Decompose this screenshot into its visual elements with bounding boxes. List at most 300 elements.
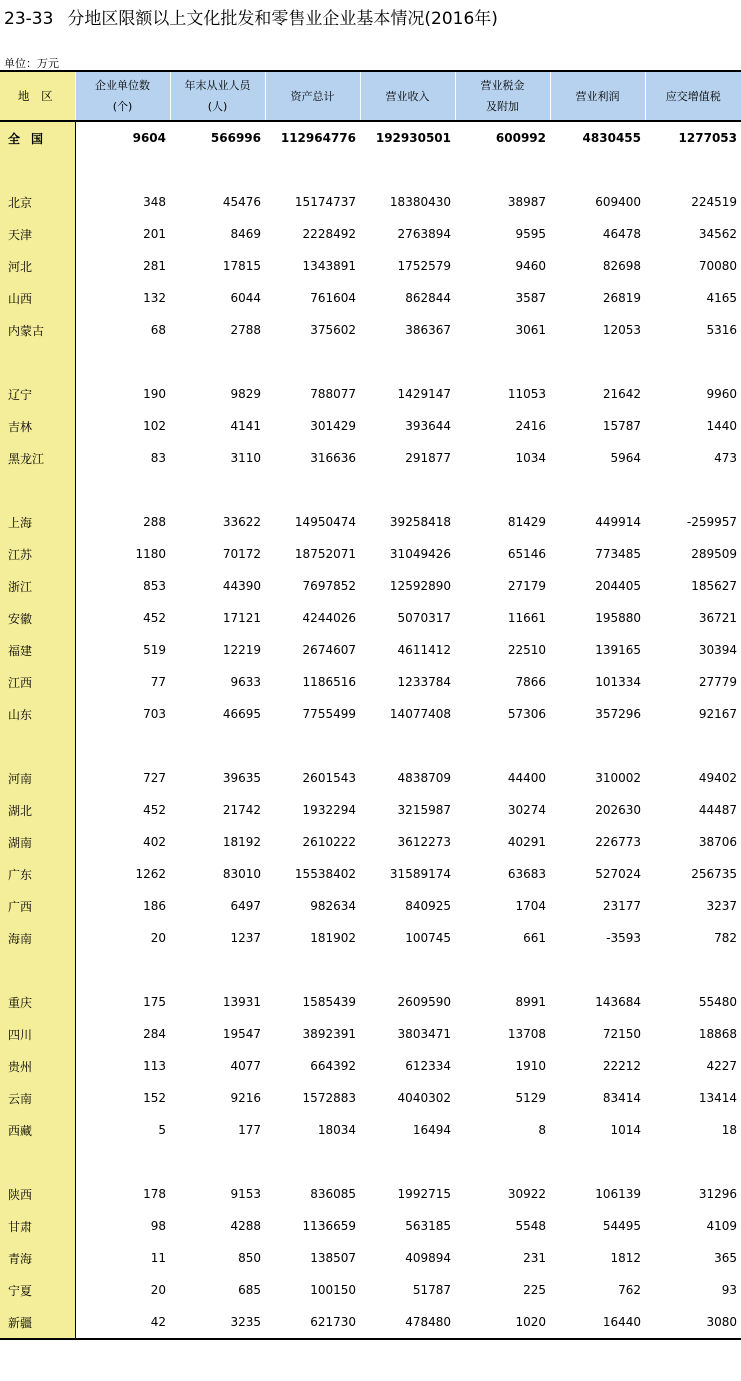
total-row: [0, 121, 741, 154]
spacer-cell: [550, 730, 645, 762]
region-name: 云南: [0, 1082, 75, 1114]
spacer-cell: [170, 954, 265, 986]
spacer-cell: [170, 346, 265, 378]
cell-business-tax: 661: [523, 931, 546, 945]
region-name: 吉林: [0, 410, 75, 442]
cell-vat-payable: 473: [714, 451, 737, 465]
header-tax-line2: 及附加: [486, 100, 519, 113]
cell-business-tax: 231: [523, 1251, 546, 1265]
cell-enterprise-units: 1180: [135, 547, 166, 561]
cell-employees: 177: [238, 1123, 261, 1137]
table-row: [0, 1082, 741, 1114]
cell-employees: 45476: [222, 195, 261, 209]
cell-operating-profit: 22212: [602, 1059, 641, 1073]
cell-operating-profit: 357296: [595, 707, 641, 721]
cell-revenue: 3215987: [397, 803, 451, 817]
cell-vat-payable: 49402: [698, 771, 737, 785]
cell-operating-profit: 106139: [595, 1187, 641, 1201]
cell-revenue: 100745: [405, 931, 451, 945]
cell-revenue: 31049426: [389, 547, 451, 561]
spacer-cell: [360, 730, 455, 762]
region-name: 西藏: [0, 1114, 75, 1146]
cell-total-assets: 1585439: [302, 995, 356, 1009]
cell-operating-profit: 83414: [602, 1091, 641, 1105]
header-region: 地 区: [0, 71, 75, 121]
region-name: 江苏: [0, 538, 75, 570]
spacer-cell: [645, 346, 741, 378]
cell-business-tax: 3061: [515, 323, 546, 337]
cell-vat-payable: 36721: [698, 611, 737, 625]
cell-operating-profit: 21642: [602, 387, 641, 401]
cell-revenue: 18380430: [389, 195, 451, 209]
cell-operating-profit: 449914: [595, 515, 641, 529]
cell-employees: 3235: [170, 1306, 265, 1339]
spacer-cell: [360, 346, 455, 378]
cell-vat-payable: 1277053: [678, 131, 737, 145]
spacer-cell: [265, 1146, 360, 1178]
cell-total-assets: 3892391: [302, 1027, 356, 1041]
region-name: 山西: [0, 282, 75, 314]
header-total-assets: 资产总计: [265, 71, 360, 121]
cell-total-assets: 2610222: [302, 835, 356, 849]
cell-vat-payable: 4109: [706, 1219, 737, 1233]
cell-business-tax: 11661: [507, 611, 546, 625]
spacer-row: [0, 154, 741, 186]
cell-employees: 39635: [222, 771, 261, 785]
cell-total-assets: 18034: [317, 1123, 356, 1137]
cell-operating-profit: 54495: [602, 1219, 641, 1233]
cell-revenue: 39258418: [389, 515, 451, 529]
cell-enterprise-units: 452: [143, 611, 166, 625]
region-name: 山东: [0, 698, 75, 730]
spacer-cell: [75, 954, 170, 986]
cell-enterprise-units: 77: [150, 675, 166, 689]
cell-business-tax: 30922: [507, 1187, 546, 1201]
cell-employees: 70172: [222, 547, 261, 561]
cell-total-assets: 761604: [310, 291, 356, 305]
spacer-cell: [75, 474, 170, 506]
cell-enterprise-units: 68: [150, 323, 166, 337]
header-row: [0, 71, 741, 121]
table-row: [0, 282, 741, 314]
cell-enterprise-units: 402: [143, 835, 166, 849]
table-row: [0, 1018, 741, 1050]
table-row: [0, 986, 741, 1018]
cell-revenue: 1992715: [397, 1187, 451, 1201]
cell-vat-payable: 92167: [698, 707, 737, 721]
region-name: 安徽: [0, 602, 75, 634]
spacer-cell: [645, 1146, 741, 1178]
cell-operating-profit: 101334: [595, 675, 641, 689]
cell-business-tax: 57306: [507, 707, 546, 721]
cell-employees: 9633: [230, 675, 261, 689]
cell-vat-payable: 44487: [698, 803, 737, 817]
spacer-cell: [265, 346, 360, 378]
cell-enterprise-units: 281: [143, 259, 166, 273]
cell-business-tax: 65146: [507, 547, 546, 561]
header-revenue: 营业收入: [360, 71, 455, 121]
cell-business-tax: 38987: [507, 195, 546, 209]
cell-total-assets: 1572883: [302, 1091, 356, 1105]
cell-enterprise-units: 452: [143, 803, 166, 817]
cell-revenue: 840925: [405, 899, 451, 913]
cell-enterprise-units: 284: [143, 1027, 166, 1041]
cell-enterprise-units: 9604: [132, 131, 166, 145]
cell-operating-profit: 527024: [595, 867, 641, 881]
cell-operating-profit: 12053: [602, 323, 641, 337]
spacer-cell: [170, 730, 265, 762]
spacer-cell: [645, 154, 741, 186]
table-row: [0, 1274, 741, 1306]
cell-operating-profit: 1812: [610, 1251, 641, 1265]
cell-revenue: 4040302: [397, 1091, 451, 1105]
region-name: 四川: [0, 1018, 75, 1050]
cell-enterprise-units: 42: [75, 1306, 170, 1339]
cell-total-assets: 4244026: [302, 611, 356, 625]
spacer-cell: [645, 474, 741, 506]
cell-total-assets: 138507: [310, 1251, 356, 1265]
cell-total-assets: 1186516: [302, 675, 356, 689]
cell-vat-payable: 4227: [706, 1059, 737, 1073]
cell-revenue: 4838709: [397, 771, 451, 785]
cell-business-tax: 40291: [507, 835, 546, 849]
cell-vat-payable: 289509: [691, 547, 737, 561]
cell-vat-payable: 18868: [698, 1027, 737, 1041]
spacer-row: [0, 730, 741, 762]
cell-total-assets: 18752071: [294, 547, 356, 561]
spacer-cell: [0, 154, 75, 186]
table-row: [0, 538, 741, 570]
cell-employees: 19547: [222, 1027, 261, 1041]
spacer-cell: [550, 954, 645, 986]
spacer-cell: [265, 730, 360, 762]
header-vat-payable: 应交增值税: [645, 71, 741, 121]
spacer-cell: [360, 474, 455, 506]
spacer-cell: [455, 730, 550, 762]
cell-vat-payable: 38706: [698, 835, 737, 849]
region-name: 河南: [0, 762, 75, 794]
spacer-cell: [170, 474, 265, 506]
cell-business-tax: 44400: [507, 771, 546, 785]
table-row: [0, 442, 741, 474]
cell-revenue: 563185: [405, 1219, 451, 1233]
cell-operating-profit: 773485: [595, 547, 641, 561]
cell-vat-payable: 9960: [706, 387, 737, 401]
cell-total-assets: 1136659: [302, 1219, 356, 1233]
table-row: [0, 858, 741, 890]
cell-employees: 44390: [222, 579, 261, 593]
cell-employees: 566996: [210, 131, 261, 145]
region-name: 河北: [0, 250, 75, 282]
cell-operating-profit: 82698: [602, 259, 641, 273]
header-operating-profit: 营业利润: [550, 71, 645, 121]
region-name: 青海: [0, 1242, 75, 1274]
region-name: 贵州: [0, 1050, 75, 1082]
cell-operating-profit: 72150: [602, 1027, 641, 1041]
table-row: [0, 506, 741, 538]
cell-revenue: 393644: [405, 419, 451, 433]
cell-vat-payable: 27779: [698, 675, 737, 689]
spacer-cell: [645, 730, 741, 762]
cell-employees: 4141: [230, 419, 261, 433]
cell-employees: 2788: [230, 323, 261, 337]
cell-operating-profit: 195880: [595, 611, 641, 625]
spacer-cell: [265, 474, 360, 506]
cell-business-tax: 30274: [507, 803, 546, 817]
cell-enterprise-units: 5: [158, 1123, 166, 1137]
cell-revenue: 1233784: [397, 675, 451, 689]
cell-operating-profit: 46478: [602, 227, 641, 241]
cell-revenue: 3803471: [397, 1027, 451, 1041]
cell-employees: 18192: [222, 835, 261, 849]
cell-employees: 46695: [222, 707, 261, 721]
spacer-cell: [360, 954, 455, 986]
spacer-cell: [455, 954, 550, 986]
spacer-row: [0, 346, 741, 378]
cell-business-tax: 9595: [515, 227, 546, 241]
cell-enterprise-units: 152: [143, 1091, 166, 1105]
cell-employees: 1237: [230, 931, 261, 945]
cell-employees: 3110: [230, 451, 261, 465]
cell-total-assets: 2601543: [302, 771, 356, 785]
cell-operating-profit: 4830455: [582, 131, 641, 145]
cell-business-tax: 1034: [515, 451, 546, 465]
cell-total-assets: 375602: [310, 323, 356, 337]
region-name: 江西: [0, 666, 75, 698]
cell-employees: 9153: [230, 1187, 261, 1201]
header-employees-line1: 年末从业人员: [184, 79, 251, 92]
spacer-row: [0, 1146, 741, 1178]
cell-business-tax: 1704: [515, 899, 546, 913]
cell-business-tax: 5129: [515, 1091, 546, 1105]
cell-vat-payable: 1440: [706, 419, 737, 433]
table-row: [0, 762, 741, 794]
table-row: [0, 1050, 741, 1082]
table-row: [0, 794, 741, 826]
cell-business-tax: 225: [523, 1283, 546, 1297]
region-name: 甘肃: [0, 1210, 75, 1242]
table-row: [0, 378, 741, 410]
table-row: [0, 218, 741, 250]
cell-enterprise-units: 190: [143, 387, 166, 401]
cell-revenue: 386367: [405, 323, 451, 337]
spacer-cell: [455, 474, 550, 506]
spacer-cell: [0, 474, 75, 506]
cell-total-assets: 181902: [310, 931, 356, 945]
cell-business-tax: 22510: [507, 643, 546, 657]
spacer-cell: [265, 954, 360, 986]
spacer-cell: [0, 1146, 75, 1178]
cell-total-assets: 2674607: [302, 643, 356, 657]
table-row: [0, 1210, 741, 1242]
spacer-cell: [75, 346, 170, 378]
cell-business-tax: 27179: [507, 579, 546, 593]
cell-revenue: 12592890: [389, 579, 451, 593]
cell-total-assets: 14950474: [294, 515, 356, 529]
cell-enterprise-units: 348: [143, 195, 166, 209]
cell-revenue: 5070317: [397, 611, 451, 625]
region-name: 湖南: [0, 826, 75, 858]
cell-operating-profit: 139165: [595, 643, 641, 657]
spacer-cell: [550, 1146, 645, 1178]
spacer-cell: [645, 954, 741, 986]
cell-vat-payable: 34562: [698, 227, 737, 241]
table-row: [0, 666, 741, 698]
region-name: 新疆: [0, 1306, 75, 1339]
cell-enterprise-units: 853: [143, 579, 166, 593]
cell-vat-payable: 13414: [698, 1091, 737, 1105]
table-row: [0, 186, 741, 218]
cell-enterprise-units: 1262: [135, 867, 166, 881]
cell-operating-profit: 143684: [595, 995, 641, 1009]
spacer-cell: [0, 730, 75, 762]
header-employees-line2: (人): [207, 100, 228, 113]
cell-enterprise-units: 113: [143, 1059, 166, 1073]
cell-revenue: 192930501: [375, 131, 451, 145]
spacer-cell: [265, 154, 360, 186]
cell-vat-payable: 70080: [698, 259, 737, 273]
spacer-cell: [75, 730, 170, 762]
cell-business-tax: 3587: [515, 291, 546, 305]
header-business-tax: [455, 71, 550, 121]
cell-revenue: 1752579: [397, 259, 451, 273]
cell-vat-payable: 4165: [706, 291, 737, 305]
cell-business-tax: 11053: [507, 387, 546, 401]
region-name: 湖北: [0, 794, 75, 826]
cell-vat-payable: 3080: [645, 1306, 741, 1339]
table-title-text: 分地区限额以上文化批发和零售业企业基本情况(2016年): [67, 9, 498, 29]
region-name: 浙江: [0, 570, 75, 602]
cell-business-tax: 5548: [515, 1219, 546, 1233]
region-name: 重庆: [0, 986, 75, 1018]
unit-label: 单位：万元: [4, 57, 59, 70]
cell-enterprise-units: 519: [143, 643, 166, 657]
cell-total-assets: 621730: [265, 1306, 360, 1339]
cell-revenue: 409894: [405, 1251, 451, 1265]
spacer-cell: [550, 154, 645, 186]
cell-total-assets: 112964776: [280, 131, 356, 145]
cell-operating-profit: 204405: [595, 579, 641, 593]
cell-business-tax: 9460: [515, 259, 546, 273]
cell-business-tax: 2416: [515, 419, 546, 433]
cell-total-assets: 2228492: [302, 227, 356, 241]
spacer-cell: [550, 474, 645, 506]
spacer-cell: [75, 154, 170, 186]
cell-revenue: 51787: [412, 1283, 451, 1297]
spacer-cell: [550, 346, 645, 378]
cell-operating-profit: 5964: [610, 451, 641, 465]
cell-revenue: 291877: [405, 451, 451, 465]
header-units-line1: 企业单位数: [95, 79, 150, 92]
cell-employees: 17815: [222, 259, 261, 273]
table-row: [0, 250, 741, 282]
cell-enterprise-units: 727: [143, 771, 166, 785]
cell-enterprise-units: 83: [150, 451, 166, 465]
cell-enterprise-units: 20: [150, 1283, 166, 1297]
spacer-cell: [360, 1146, 455, 1178]
cell-enterprise-units: 703: [143, 707, 166, 721]
table-row: [0, 1178, 741, 1210]
cell-employees: 33622: [222, 515, 261, 529]
cell-vat-payable: 256735: [691, 867, 737, 881]
cell-operating-profit: -3593: [606, 931, 641, 945]
table-row: [0, 1306, 741, 1339]
cell-revenue: 612334: [405, 1059, 451, 1073]
region-name: 全国: [0, 121, 75, 154]
cell-employees: 4077: [230, 1059, 261, 1073]
cell-employees: 21742: [222, 803, 261, 817]
cell-business-tax: 8991: [515, 995, 546, 1009]
cell-vat-payable: 5316: [706, 323, 737, 337]
cell-total-assets: 1343891: [302, 259, 356, 273]
cell-revenue: 31589174: [389, 867, 451, 881]
table-row: [0, 922, 741, 954]
cell-total-assets: 7755499: [302, 707, 356, 721]
cell-enterprise-units: 288: [143, 515, 166, 529]
cell-employees: 850: [238, 1251, 261, 1265]
cell-total-assets: 316636: [310, 451, 356, 465]
cell-business-tax: 1020: [455, 1306, 550, 1339]
table-row: [0, 698, 741, 730]
cell-employees: 83010: [222, 867, 261, 881]
cell-business-tax: 81429: [507, 515, 546, 529]
cell-employees: 9216: [230, 1091, 261, 1105]
cell-business-tax: 7866: [515, 675, 546, 689]
cell-total-assets: 7697852: [302, 579, 356, 593]
statistics-table: [0, 70, 741, 1340]
cell-operating-profit: 1014: [610, 1123, 641, 1137]
spacer-cell: [455, 154, 550, 186]
cell-operating-profit: 609400: [595, 195, 641, 209]
cell-vat-payable: 224519: [691, 195, 737, 209]
table-row: [0, 826, 741, 858]
cell-enterprise-units: 201: [143, 227, 166, 241]
cell-vat-payable: 185627: [691, 579, 737, 593]
cell-business-tax: 13708: [507, 1027, 546, 1041]
header-units-line2: (个): [112, 100, 133, 113]
cell-employees: 8469: [230, 227, 261, 241]
cell-revenue: 3612273: [397, 835, 451, 849]
cell-revenue: 862844: [405, 291, 451, 305]
cell-enterprise-units: 132: [143, 291, 166, 305]
cell-operating-profit: 310002: [595, 771, 641, 785]
region-name: 海南: [0, 922, 75, 954]
spacer-row: [0, 474, 741, 506]
cell-operating-profit: 226773: [595, 835, 641, 849]
region-name: 广东: [0, 858, 75, 890]
cell-vat-payable: 3237: [706, 899, 737, 913]
table-row: [0, 1114, 741, 1146]
table-row: [0, 602, 741, 634]
cell-employees: 12219: [222, 643, 261, 657]
cell-operating-profit: 23177: [602, 899, 641, 913]
cell-total-assets: 788077: [310, 387, 356, 401]
cell-enterprise-units: 98: [150, 1219, 166, 1233]
cell-revenue: 2609590: [397, 995, 451, 1009]
cell-total-assets: 836085: [310, 1187, 356, 1201]
table-row: [0, 1242, 741, 1274]
cell-employees: 9829: [230, 387, 261, 401]
cell-enterprise-units: 186: [143, 899, 166, 913]
region-name: 内蒙古: [0, 314, 75, 346]
cell-operating-profit: 16440: [550, 1306, 645, 1339]
spacer-cell: [455, 346, 550, 378]
cell-enterprise-units: 11: [150, 1251, 166, 1265]
cell-employees: 6497: [230, 899, 261, 913]
table-row: [0, 570, 741, 602]
cell-revenue: 16494: [412, 1123, 451, 1137]
cell-business-tax: 63683: [507, 867, 546, 881]
